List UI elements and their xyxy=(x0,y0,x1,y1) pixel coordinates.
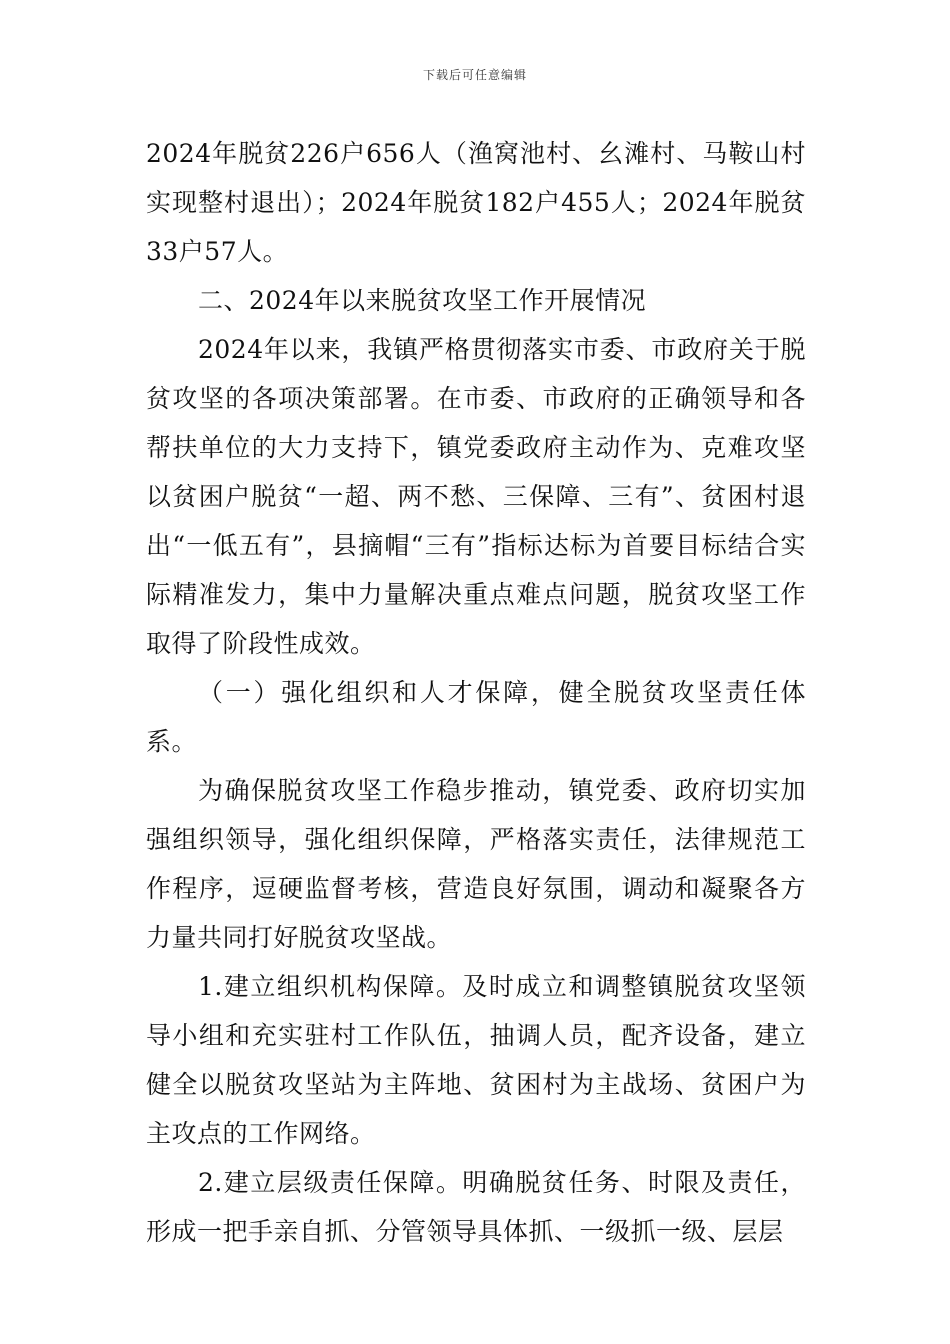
paragraph-item-1: 1.建立组织机构保障。及时成立和调整镇脱贫攻坚领导小组和充实驻村工作队伍，抽调人员，配齐设备，建立健全以脱贫攻坚站为主阵地、贫困村为主战场、贫困户为主攻点的工作网络。 xyxy=(146,972,806,1148)
paragraph-organization: 为确保脱贫攻坚工作稳步推动，镇党委、政府切实加强组织领导，强化组织保障，严格落实责任，法律规范工作程序，逗硬监督考核，营造良好氛围，调动和凝聚各方力量共同打好脱贫攻坚战。 xyxy=(146,776,806,952)
paragraph-item-2: 2.建立层级责任保障。明确脱贫任务、时限及责任，形成一把手亲自抓、分管领导具体抓、一级抓一级、层层 xyxy=(146,1168,806,1246)
subsection-heading-1: （一）强化组织和人才保障，健全脱贫攻坚责任体系。 xyxy=(146,678,806,756)
document-body xyxy=(146,129,806,1256)
paragraph-overview: 2024年以来，我镇严格贯彻落实市委、市政府关于脱贫攻坚的各项决策部署。在市委、市政府的正确领导和各帮扶单位的大力支持下，镇党委政府主动作为、克难攻坚以贫困户脱贫“一超、两不愁、三保障、三有”、贫困村退出“一低五有”，县摘帽“三有”指标达标为首要目标结合实际精准发力，集中力量解决重点难点问题，脱贫攻坚工作取得了阶段性成效。 xyxy=(146,335,806,658)
section-heading-2: 二、2024年以来脱贫攻坚工作开展情况 xyxy=(198,286,647,315)
page-header: 下载后可任意编辑 xyxy=(422,68,527,82)
paragraph-poverty-stats: 2024年脱贫226户656人（渔窝池村、幺滩村、马鞍山村实现整村退出）；2024年脱贫182户455人；2024年脱贫33户57人。 xyxy=(146,139,806,266)
